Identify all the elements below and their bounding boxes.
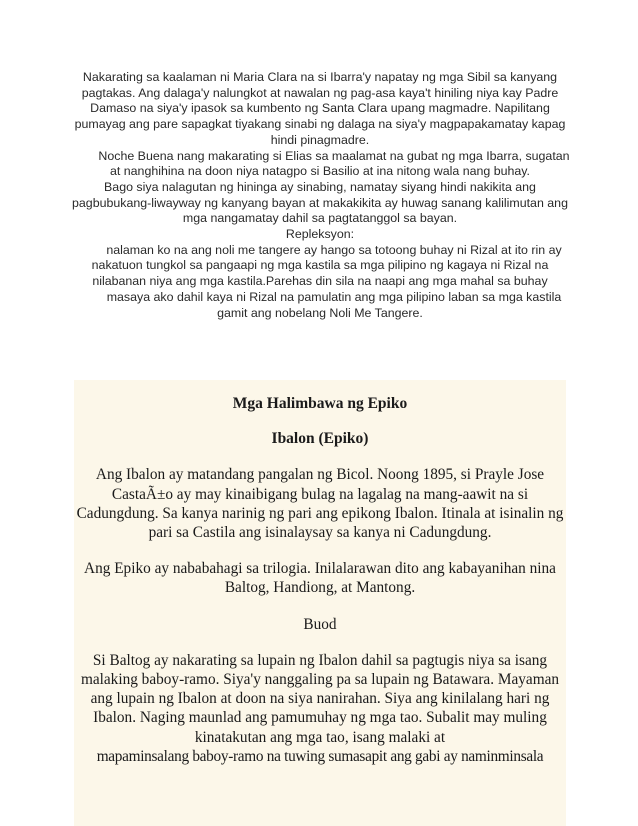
epic-paragraph: Ang Ibalon ay matandang pangalan ng Bicol. Noong 1895, si Prayle Jose CastaÃ±o ay may kinaibigang bulag na lagalag na mang-aawit na si Cadungdung. Sa kanya narinig ng pari ang epikong Ibalon. Itinala at isinalin ng pari sa Castila ang isinalaysay sa kanya ni Cadungdung. (76, 466, 564, 542)
reflection-paragraph: nalaman ko na ang noli me tangere ay hango sa totoong buhay ni Rizal at ito rin ay nakatuon tungkol sa pangaapi ng mga kastila sa mga pilipino ng kagaya ni Rizal na nilabanan niya ang mga kastila.Parehas din sila na naapi ang mga mahal sa buhay (91, 242, 562, 289)
reflection-heading: Repleksyon: (285, 227, 355, 242)
epic-subheading: Ibalon (Epiko) (271, 430, 369, 448)
summary-paragraph: Noche Buena nang makarating si Elias sa maalamat na gubat ng mga Ibarra, sugatan at nanghihina na doon niya natagpo si Basilio at ina nitong wala nang buhay. (98, 148, 570, 179)
epic-box (74, 380, 566, 826)
buod-text: Si Baltog ay nakarating sa lupain ng Ibalon dahil sa pagtugis niya sa isang malaking baboy-ramo. Siya'y nanggaling pa sa lupain ng Batawara. Mayaman ang lupain ng Ibalon at doon na siya nanirahan. Siya ang kinilalang hari ng Ibalon. Naging maunlad ang pamumuhay ng mga tao. Subalit may muling kinatakutan ang mga tao, isang malaki at (80, 651, 560, 746)
summary-section (70, 70, 570, 321)
epic-heading: Mga Halimbawa ng Epiko (232, 395, 408, 412)
buod-text-last-line: mapaminsalang baboy-ramo na tuwing sumasapit ang gabi ay naminminsala (96, 747, 544, 765)
reflection-paragraph: masaya ako dahil kaya ni Rizal na pamulatin ang mga pilipino laban sa mga kastila gamit ang nobelang Noli Me Tangere. (106, 289, 562, 320)
summary-paragraph: Nakarating sa kaalaman ni Maria Clara na si Ibarra'y napatay ng mga Sibil sa kanyang pagtakas. Ang dalaga'y nalungkot at nawalan ng pag-asa kaya't hiniling niya kay Padre Damaso na siya'y ipasok sa kumbento ng Santa Clara upang magmadre. Napilitang pumayag ang pare sapagkat tiyakang sinabi ng dalaga na siya'y magpapakamatay kapag hindi pinagmadre. (74, 70, 566, 147)
buod-heading: Buod (303, 615, 337, 633)
epic-paragraph: Ang Epiko ay nababahagi sa trilogia. Inilalarawan dito ang kabayanihan nina Baltog, Handiong, at Mantong. (84, 560, 556, 597)
summary-paragraph: Bago siya nalagutan ng hininga ay sinabing, namatay siyang hindi nakikita ang pagbubukang-liwayway ng kanyang bayan at makakikita ay huwag sanang kalilimutan ang mga nangamatay dahil sa pagtatanggol sa bayan. (72, 179, 568, 226)
